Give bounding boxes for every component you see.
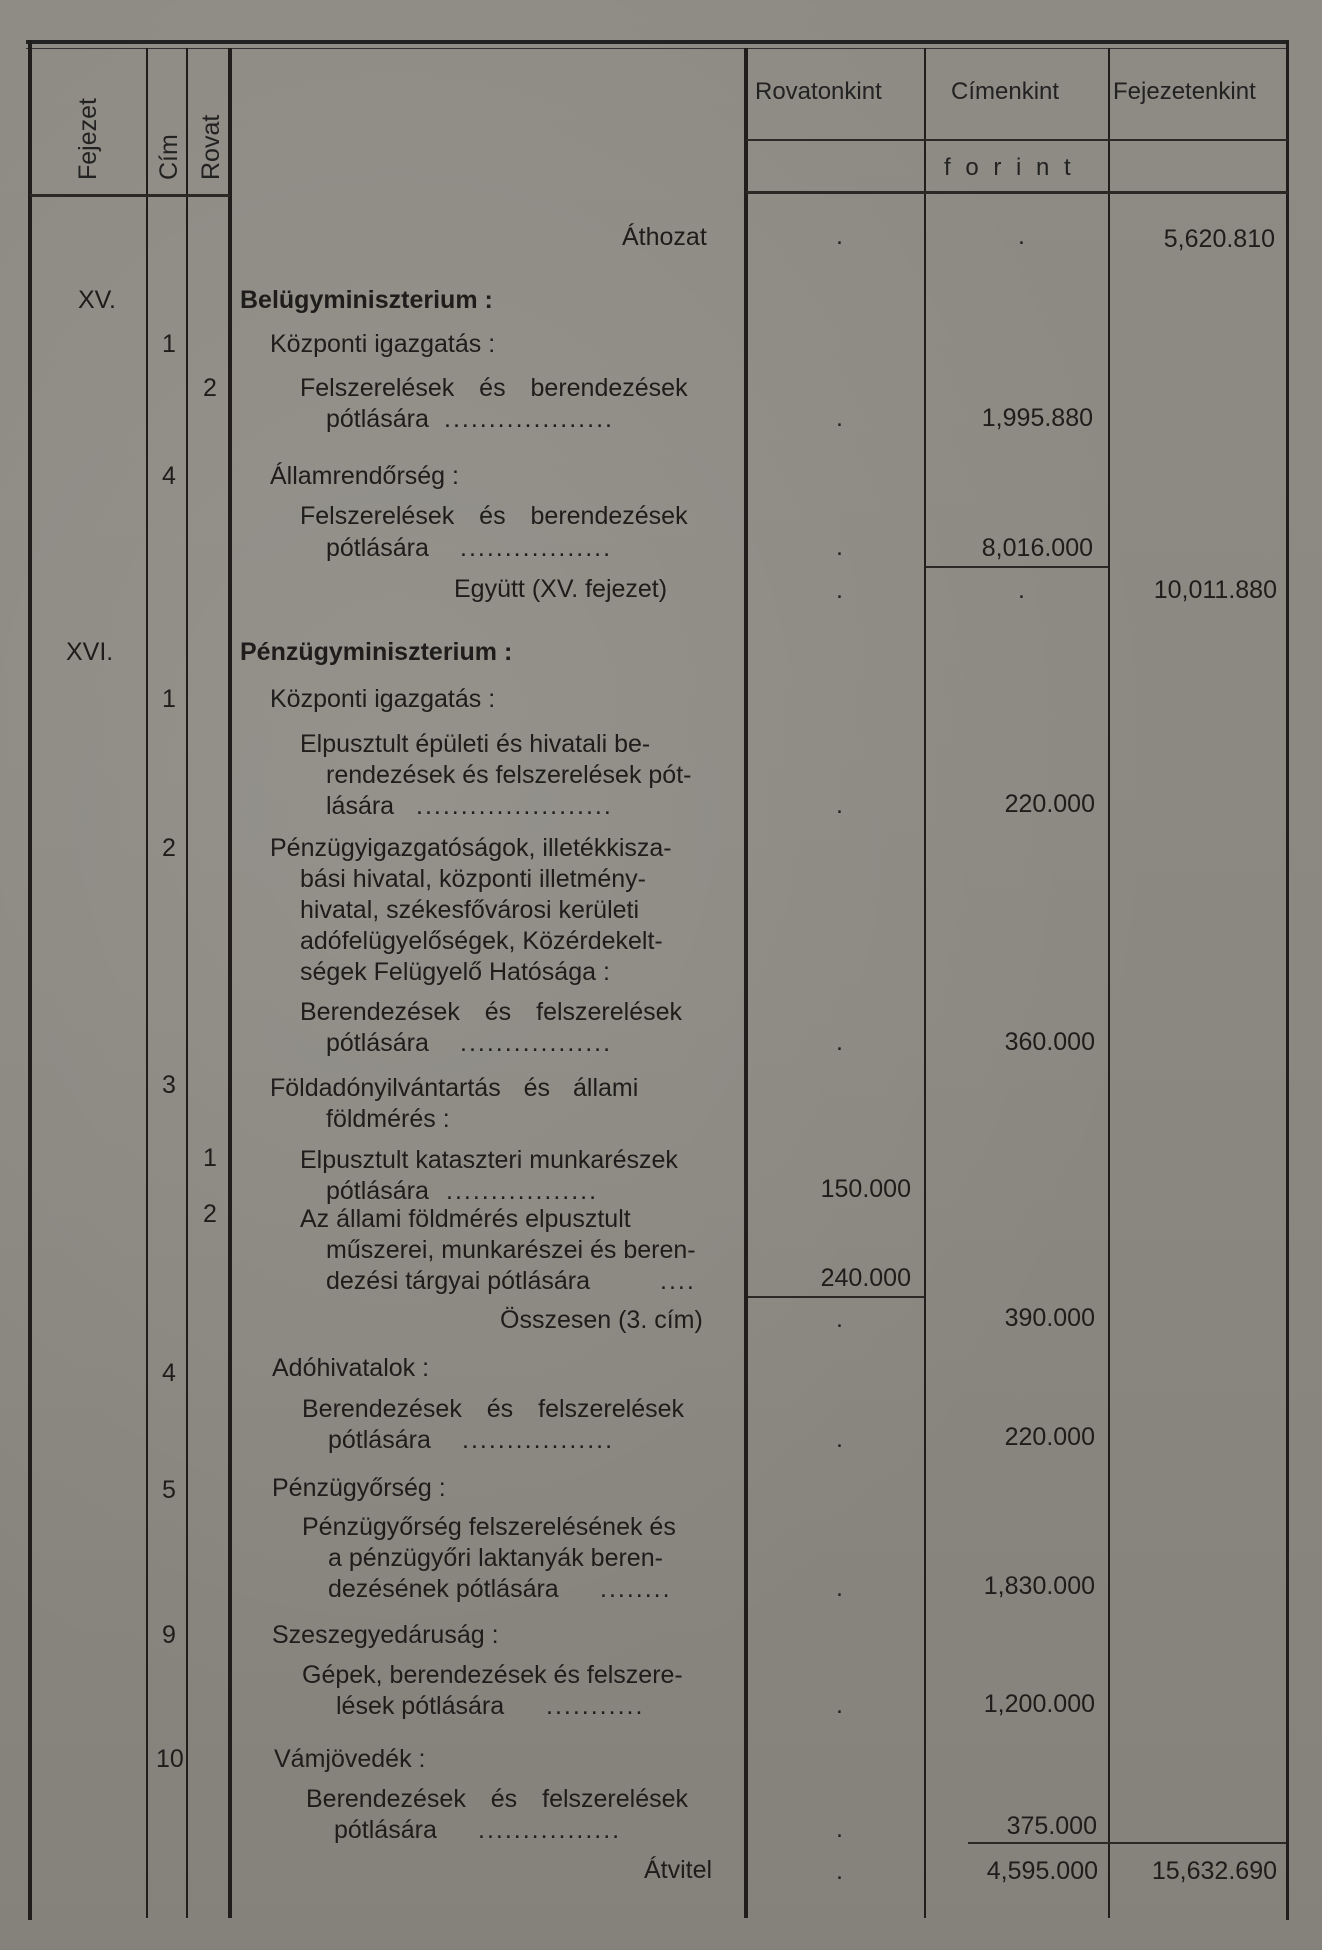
- xvi-c3-line2: földmérés :: [326, 1105, 450, 1133]
- dot: .: [1018, 576, 1025, 604]
- dot: .: [836, 1574, 843, 1602]
- xv-c1-r2-cim-value: 1,995.880: [981, 404, 1093, 432]
- xv-total-fejezet-value: 10,011.880: [1153, 576, 1277, 604]
- atvitel-fejezet-value: 15,632.690: [1151, 1857, 1277, 1885]
- xvi-c10-cim-value: 375.000: [1006, 1812, 1097, 1840]
- right-border: [1286, 40, 1289, 1920]
- header-rovat: Rovat: [197, 114, 225, 180]
- xvi-c3-r1-line2: pótlására: [326, 1177, 429, 1205]
- dot: .: [836, 1028, 843, 1056]
- xvi-c9-line2: lések pótlására: [336, 1692, 505, 1720]
- xv-c4-title: Államrendőrség :: [270, 462, 459, 490]
- xvi-c3-total-label: Összesen (3. cím): [500, 1306, 703, 1334]
- xvi-c1-line1: Elpusztult épületi és hivatali be-: [300, 730, 651, 758]
- header-bottom-left: [30, 194, 230, 197]
- xvi-c2-cim-value: 360.000: [1004, 1028, 1095, 1056]
- xvi-c3-r2-rovat-value: 240.000: [820, 1264, 911, 1292]
- xvi-c5-line3: dezésének pótlására: [328, 1575, 559, 1603]
- leader-dots: ...................: [444, 405, 614, 433]
- xvi-c9-title: Szeszegyedáruság :: [272, 1621, 499, 1649]
- header-bottom-right: [746, 191, 1288, 194]
- xvi-c3-r2-line2: műszerei, munkarészei és beren-: [326, 1236, 696, 1264]
- xvi-c2-line4: adófelügyelőségek, Közérdekelt-: [300, 927, 663, 955]
- header-fejezet: Fejezet: [74, 98, 102, 180]
- xvi-c2-line1: Pénzügyigazgatóságok, illetékkisza-: [270, 834, 672, 862]
- dot: .: [836, 1305, 843, 1333]
- header-fejezetenkint: Fejezetenkint: [1113, 78, 1256, 105]
- leader-dots: .................: [460, 1029, 613, 1057]
- header-cim: Cím: [155, 134, 183, 180]
- xvi-c2-cim: 2: [162, 834, 176, 862]
- xvi-c2-line2: bási hivatal, központi illetmény-: [300, 865, 646, 893]
- xv-c4-line2: pótlására: [326, 534, 429, 562]
- divider-cimenkint-fejezetenkint: [1108, 48, 1110, 1918]
- dot: .: [836, 533, 843, 561]
- divider-rovatonkint-cimenkint: [924, 48, 926, 1918]
- xvi-c1-cim-value: 220.000: [1004, 790, 1095, 818]
- table-top-border: [26, 40, 1288, 44]
- dot: .: [836, 1691, 843, 1719]
- xvi-c10-line1: Berendezések és felszerelések: [306, 1785, 689, 1813]
- fejezet-xv: XV.: [78, 286, 117, 314]
- xv-title: Belügyminiszterium :: [240, 286, 493, 314]
- xvi-c9-cim-value: 1,200.000: [983, 1690, 1095, 1718]
- xvi-c3-r2-rovat: 2: [203, 1200, 217, 1228]
- header-mid-right: [746, 139, 1288, 141]
- xv-c1-r2-rovat: 2: [203, 374, 217, 402]
- xv-c1-title: Központi igazgatás :: [270, 330, 496, 358]
- xvi-c4-title: Adóhivatalok :: [272, 1354, 430, 1382]
- leader-dots: .................: [446, 1177, 599, 1205]
- xvi-c4-line2: pótlására: [328, 1426, 431, 1454]
- divider-text-rovatonkint: [744, 48, 748, 1918]
- xvi-c9-line1: Gépek, berendezések és felszere-: [302, 1661, 683, 1689]
- dot: .: [836, 791, 843, 819]
- xvi-c3-total-cim-value: 390.000: [1004, 1304, 1095, 1332]
- xvi-c4-cim: 4: [162, 1359, 176, 1387]
- xvi-c4-cim-value: 220.000: [1004, 1423, 1095, 1451]
- xvi-c3-cim: 3: [162, 1071, 176, 1099]
- table-top-border-inner: [26, 48, 1288, 49]
- athozat-fejezet-value: 5,620.810: [1163, 225, 1275, 253]
- xvi-c5-cim: 5: [162, 1476, 176, 1504]
- xvi-c2-line3: hivatal, székesfővárosi kerületi: [300, 896, 640, 924]
- leader-dots: ....: [660, 1267, 696, 1295]
- header-rovatonkint: Rovatonkint: [755, 78, 882, 105]
- xvi-c5-line1: Pénzügyőrség felszerelésének és: [302, 1513, 676, 1541]
- xvi-c10-cim: 10: [156, 1745, 184, 1773]
- dot: .: [836, 404, 843, 432]
- dot: .: [836, 1425, 843, 1453]
- dot: .: [836, 1815, 843, 1843]
- leader-dots: .................: [460, 534, 613, 562]
- sum-line-c3: [748, 1296, 924, 1298]
- xv-c1-cim: 1: [162, 330, 176, 358]
- atvitel-label: Átvitel: [644, 1856, 713, 1884]
- leader-dots: ........: [600, 1575, 672, 1603]
- dot: .: [836, 576, 843, 604]
- xvi-c10-line2: pótlására: [334, 1816, 437, 1844]
- xv-c4-cim-value: 8,016.000: [981, 534, 1093, 562]
- xvi-c2-line5: ségek Felügyelő Hatósága :: [300, 958, 610, 986]
- xv-total-label: Együtt (XV. fejezet): [454, 575, 668, 603]
- xv-c1-r2-line1: Felszerelések és berendezések: [300, 374, 688, 402]
- xvi-c3-r2-line1: Az állami földmérés elpusztult: [300, 1205, 631, 1233]
- header-unit: f o r i n t: [944, 154, 1075, 181]
- xvi-c5-line2: a pénzügyőri laktanyák beren-: [328, 1544, 663, 1572]
- divider-rovat-text: [228, 48, 232, 1918]
- xvi-title: Pénzügyminiszterium :: [240, 638, 513, 666]
- fejezet-xvi: XVI.: [66, 638, 114, 666]
- xvi-c9-cim: 9: [162, 1621, 176, 1649]
- xvi-c5-cim-value: 1,830.000: [983, 1572, 1095, 1600]
- xvi-c3-r2-line3: dezési tárgyai pótlására: [326, 1267, 591, 1295]
- xvi-c3-r1-rovat: 1: [203, 1144, 217, 1172]
- xvi-c3-r1-line1: Elpusztult kataszteri munkarészek: [300, 1146, 678, 1174]
- dot: .: [836, 222, 843, 250]
- xvi-c1-line3: lására: [326, 792, 395, 820]
- xv-c4-cim: 4: [162, 462, 176, 490]
- xv-c4-line1: Felszerelések és berendezések: [300, 502, 688, 530]
- divider-cim-rovat: [186, 48, 188, 1918]
- sum-line-xv: [926, 566, 1108, 568]
- divider-fejezet-cim: [146, 48, 148, 1918]
- xvi-c1-line2: rendezések és felszerelések pót-: [326, 761, 692, 789]
- atvitel-cim-value: 4,595.000: [986, 1857, 1098, 1885]
- xvi-c2-sub2: pótlására: [326, 1029, 429, 1057]
- dot: .: [836, 1857, 843, 1885]
- xvi-c3-r1-rovat-value: 150.000: [820, 1175, 911, 1203]
- leader-dots: ................: [478, 1816, 622, 1844]
- xvi-c10-title: Vámjövedék :: [274, 1745, 426, 1773]
- xvi-c4-line1: Berendezések és felszerelések: [302, 1395, 685, 1423]
- xvi-c3-line1: Földadónyilvántartás és állami: [270, 1074, 639, 1102]
- sum-line-atvitel: [968, 1842, 1286, 1844]
- xvi-c2-sub1: Berendezések és felszerelések: [300, 998, 683, 1026]
- xvi-c1-title: Központi igazgatás :: [270, 685, 496, 713]
- left-border: [28, 40, 32, 1920]
- leader-dots: ...........: [546, 1692, 645, 1720]
- athozat-label: Áthozat: [622, 223, 707, 251]
- xvi-c5-title: Pénzügyőrség :: [272, 1474, 446, 1502]
- xv-c1-r2-line2: pótlására: [326, 405, 429, 433]
- leader-dots: ......................: [416, 792, 613, 820]
- leader-dots: .................: [462, 1426, 615, 1454]
- xvi-c1-cim: 1: [162, 685, 176, 713]
- header-cimenkint: Címenkint: [951, 78, 1060, 105]
- dot: .: [1018, 222, 1025, 250]
